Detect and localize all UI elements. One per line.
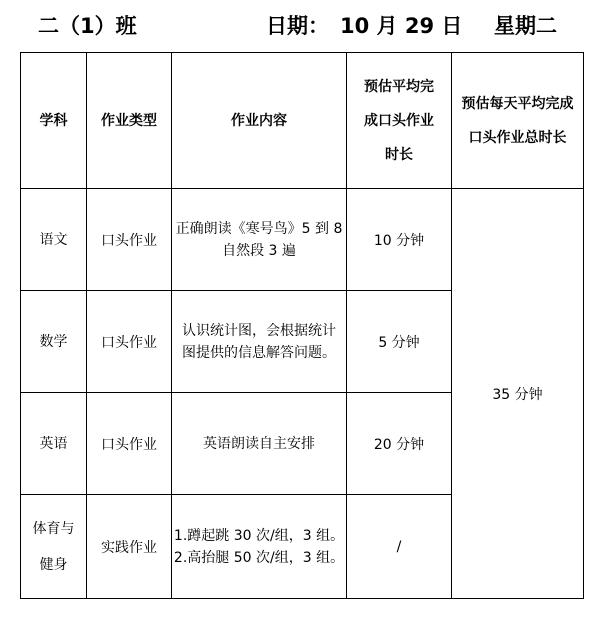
subject-line: 数学	[39, 333, 68, 350]
content-line: 自然段 3 遍	[222, 242, 296, 259]
column-header-estimated-duration	[347, 53, 452, 189]
type-cell: 实践作业	[87, 495, 172, 599]
subject-cell	[21, 393, 87, 495]
header-line: 成口头作业	[364, 112, 434, 129]
subject-cell	[21, 495, 87, 599]
header-line: 预估平均完	[364, 78, 434, 95]
class-name: 二（1）班	[38, 14, 137, 38]
table-header-row	[21, 53, 584, 189]
content-line: 认识统计图，会根据统计	[182, 322, 336, 339]
subject-line: 英语	[39, 435, 68, 452]
homework-table	[20, 52, 584, 599]
type-cell: 口头作业	[87, 291, 172, 393]
column-header-subject: 学科	[21, 53, 87, 189]
page-header	[0, 6, 602, 40]
daily-total-cell: 35 分钟	[452, 189, 584, 599]
table-row	[21, 189, 584, 291]
content-line: 英语朗读自主安排	[203, 435, 315, 452]
duration-cell: 20 分钟	[347, 393, 452, 495]
content-line: 1.蹲起跳 30 次/组，3 组。	[173, 527, 345, 544]
content-cell	[172, 393, 347, 495]
duration-cell: 10 分钟	[347, 189, 452, 291]
duration-cell: 5 分钟	[347, 291, 452, 393]
subject-line: 语文	[39, 231, 68, 248]
date-value: 10 月 29 日	[340, 14, 463, 38]
header-line: 口头作业总时长	[468, 129, 567, 146]
column-header-type: 作业类型	[87, 53, 172, 189]
content-cell	[172, 189, 347, 291]
column-header-content: 作业内容	[172, 53, 347, 189]
date-label: 日期：	[266, 14, 329, 38]
content-line: 图提供的信息解答问题。	[182, 344, 336, 361]
column-header-daily-total	[452, 53, 584, 189]
duration-cell: /	[347, 495, 452, 599]
type-cell: 口头作业	[87, 393, 172, 495]
content-cell	[172, 495, 347, 599]
content-line: 正确朗读《寒号鸟》5 到 8	[175, 220, 343, 237]
subject-cell	[21, 291, 87, 393]
content-cell	[172, 291, 347, 393]
subject-line: 体育与	[32, 520, 75, 537]
header-line: 时长	[385, 146, 413, 163]
weekday: 星期二	[494, 14, 557, 38]
subject-line: 健身	[39, 556, 68, 573]
subject-cell	[21, 189, 87, 291]
type-cell: 口头作业	[87, 189, 172, 291]
content-line: 2.高抬腿 50 次/组，3 组。	[173, 549, 345, 566]
header-line: 预估每天平均完成	[461, 95, 574, 112]
